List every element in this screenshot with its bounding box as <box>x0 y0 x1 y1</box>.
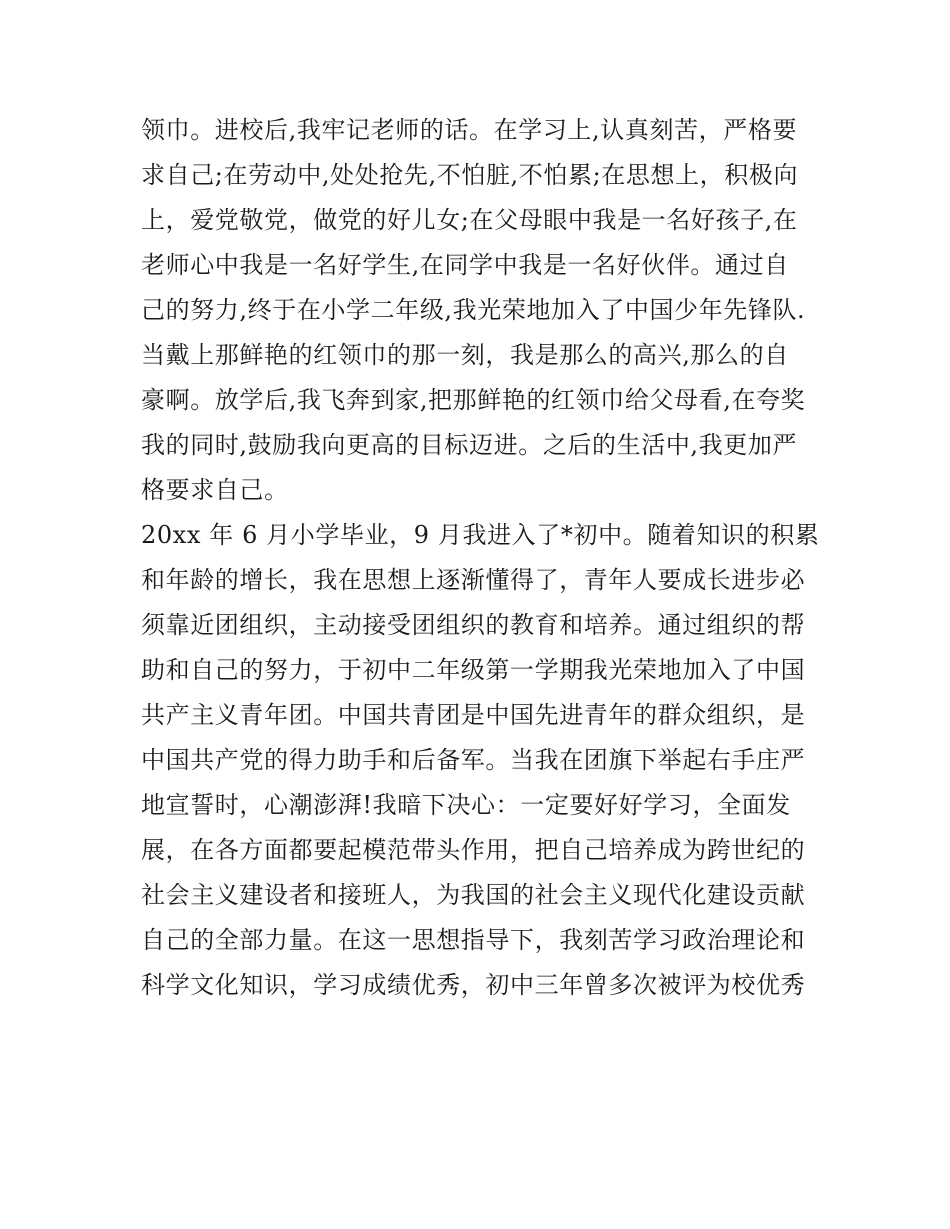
text-line: 须靠近团组织，主动接受团组织的教育和培养。通过组织的帮 <box>141 611 806 639</box>
text-line: 格要求自己。 <box>141 476 289 504</box>
text-line: 自己的全部力量。在这一思想指导下，我刻苦学习政治理论和 <box>141 926 806 954</box>
text-line: 地宣誓时，心潮澎湃!我暗下决心：一定要好好学习，全面发 <box>141 791 791 819</box>
text-line: 领巾。进校后,我牢记老师的话。在学习上,认真刻苦，严格要 <box>141 116 798 144</box>
text-line: 展，在各方面都要起模范带头作用，把自己培养成为跨世纪的 <box>141 836 806 864</box>
text-line: 我的同时,鼓励我向更高的目标迈进。之后的生活中,我更加严 <box>141 431 798 459</box>
text-line: 中国共产党的得力助手和后备军。当我在团旗下举起右手庄严 <box>141 746 806 774</box>
text-line: 老师心中我是一名好学生,在同学中我是一名好伙伴。通过自 <box>141 251 789 279</box>
text-line: 和年龄的增长，我在思想上逐渐懂得了，青年人要成长进步必 <box>141 566 806 594</box>
text-line: 己的努力,终于在小学二年级,我光荣地加入了中国少年先锋队. <box>141 296 806 324</box>
text-line: 当戴上那鲜艳的红领巾的那一刻，我是那么的高兴,那么的自 <box>141 341 789 369</box>
text-line: 20xx 年 6 月小学毕业，9 月我进入了*初中。随着知识的积累 <box>141 521 820 549</box>
text-line: 共产主义青年团。中国共青团是中国先进青年的群众组织，是 <box>141 701 806 729</box>
text-line: 科学文化知识，学习成绩优秀，初中三年曾多次被评为校优秀 <box>141 971 806 999</box>
text-line: 助和自己的努力，于初中二年级第一学期我光荣地加入了中国 <box>141 656 806 684</box>
text-line: 社会主义建设者和接班人，为我国的社会主义现代化建设贡献 <box>141 881 806 909</box>
text-line: 豪啊。放学后,我飞奔到家,把那鲜艳的红领巾给父母看,在夸奖 <box>141 386 806 414</box>
text-line: 上，爱党敬党，做党的好儿女;在父母眼中我是一名好孩子,在 <box>141 206 798 234</box>
text-line: 求自己;在劳动中,处处抢先,不怕脏,不怕累;在思想上，积极向 <box>141 161 799 189</box>
body-text <box>141 108 821 1008</box>
